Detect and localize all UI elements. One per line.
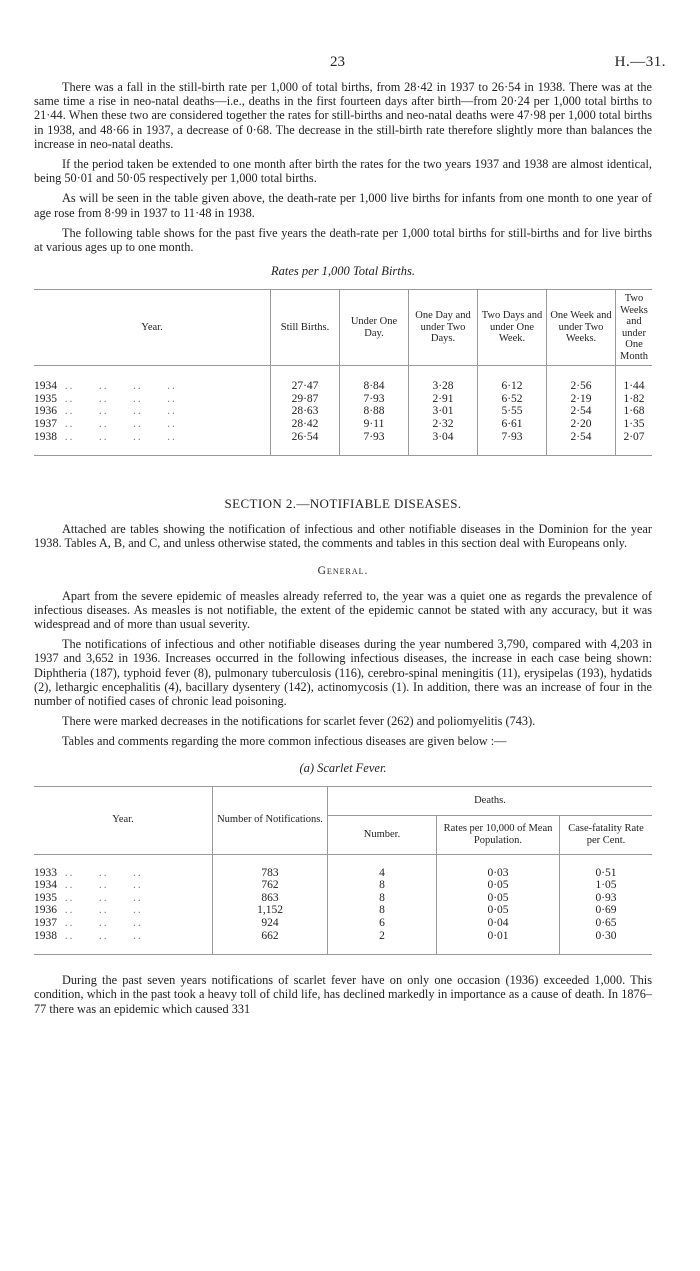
value-cell: 8·88 [340,405,409,418]
value-cell: 6·52 [478,393,547,406]
year-cell: 1934 [34,380,57,393]
value-cell: 8 [328,892,437,905]
column-header: Deaths. [328,786,653,815]
column-header: One Week and under Two Weeks. [547,290,616,366]
value-cell: 27·47 [271,380,340,393]
value-cell: 28·63 [271,405,340,418]
value-cell: 0·65 [560,917,653,930]
column-header: Number. [328,815,437,854]
value-cell: 4 [328,867,437,880]
table-row: 1934 .. .. .. 762 8 0·05 1·05 [34,879,652,892]
page-number: 23 [330,54,345,70]
page-header [34,44,666,72]
year-cell: 1934 [34,879,57,892]
column-header: Year. [112,814,134,826]
paragraph: The notifications of infectious and other notifiable diseases during the year numbered 3,790, compared with 4,203 in 1937 and 3,652 in 1936. Increases occurred in the following infectious diseases, the increase in each case being shown: Diphtheria (187), typhoid fever (8), pulmonary tuberculosis (116), cerebro-spinal meningitis (11), erysipelas (193), hydatids (2), lethargic encephalitis (4), bacillary dysentery (142), actinomycosis (1). In addition, there was an increase of four in the number of notified cases of chronic lead poisoning. [34,637,652,709]
value-cell: 2·07 [616,431,653,444]
table-caption: (a) Scarlet Fever. [299,760,387,775]
paragraph: Tables and comments regarding the more common infectious diseases are given below :— [62,734,507,749]
year-cell: 1936 [34,904,57,917]
paragraph: Attached are tables showing the notification of infectious and other notifiable diseases in the Dominion for the year 1938. Tables A, B, and C, and unless otherwise stated, the comments and tables in this section deal with Europeans only. [34,522,652,551]
value-cell: 2 [328,930,437,943]
value-cell: 28·42 [271,418,340,431]
value-cell: 7·93 [340,393,409,406]
section-title: SECTION 2.—NOTIFIABLE DISEASES. [224,496,462,512]
value-cell: 29·87 [271,393,340,406]
scarlet-fever-table [34,786,652,956]
column-header: Two Days and under One Week. [478,290,547,366]
value-cell: 1·44 [616,380,653,393]
value-cell: 2·32 [409,418,478,431]
value-cell: 0·69 [560,904,653,917]
subheading: General. [317,564,369,577]
table-row: 1934 .. .. .. .. 27·47 8·84 3·28 6·12 2·56 1·44 [34,380,652,393]
paragraph: If the period taken be extended to one month after birth the rates for the two years 1937 and 1938 are almost identical, being 50·01 and 50·05 respectively per 1,000 total births. [34,157,652,186]
column-header: Rates per 10,000 of Mean Population. [437,815,560,854]
column-header: One Day and under Two Days. [409,290,478,366]
year-cell: 1933 [34,866,57,879]
column-header: Year. [141,321,163,333]
value-cell: 7·93 [478,431,547,444]
value-cell: 662 [213,930,328,943]
value-cell: 0·01 [437,930,560,943]
column-header: Case-fatality Rate per Cent. [560,815,653,854]
value-cell: 0·03 [437,867,560,880]
table-row: 1936 .. .. .. .. 28·63 8·88 3·01 5·55 2·54 1·68 [34,405,652,418]
year-cell: 1936 [34,405,57,418]
value-cell: 1·68 [616,405,653,418]
value-cell: 0·05 [437,892,560,905]
value-cell: 5·55 [478,405,547,418]
value-cell: 0·93 [560,892,653,905]
value-cell: 762 [213,879,328,892]
table-caption: Rates per 1,000 Total Births. [271,264,415,279]
year-cell: 1935 [34,891,57,904]
table-row: 1933 .. .. .. 783 4 0·03 0·51 [34,867,652,880]
table-row: 1937 .. .. .. 924 6 0·04 0·65 [34,917,652,930]
value-cell: 2·19 [547,393,616,406]
table-row: 1938 .. .. .. .. 26·54 7·93 3·04 7·93 2·54 2·07 [34,431,652,444]
value-cell: 2·20 [547,418,616,431]
paragraph: There were marked decreases in the notifications for scarlet fever (262) and poliomyelitis (743). [62,714,536,729]
value-cell: 3·04 [409,431,478,444]
value-cell: 2·91 [409,393,478,406]
column-header: Under One Day. [340,290,409,366]
table-row: 1937 .. .. .. .. 28·42 9·11 2·32 6·61 2·20 1·35 [34,418,652,431]
value-cell: 8 [328,904,437,917]
value-cell: 26·54 [271,431,340,444]
year-cell: 1937 [34,418,57,431]
value-cell: 6·61 [478,418,547,431]
value-cell: 6 [328,917,437,930]
column-header: Still Births. [271,290,340,366]
year-cell: 1935 [34,392,57,405]
paragraph: There was a fall in the still-birth rate per 1,000 of total births, from 28·42 in 1937 to 26·54 in 1938. There was at the same time a rise in neo-natal deaths—i.e., deaths in the first fourteen days after birth—from 20·24 per 1,000 total births to 21·44. When these two are considered together the rates for still-births and neo-natal deaths were 47·98 per 1,000 total births in 1938, and 48·66 in 1937, a decrease of 0·68. The decrease in the still-birth rate therefore slightly more than balances the increase in neo-natal deaths. [34,80,652,151]
value-cell: 1·35 [616,418,653,431]
paragraph: Apart from the severe epidemic of measles already referred to, the year was a quiet one as regards the prevalence of infectious diseases. As measles is not notifiable, the extent of the epidemic cannot be stated with any accuracy, but it was widespread and of more than usual severity. [34,588,652,632]
document-reference: H.—31. [614,54,666,70]
value-cell: 6·12 [478,380,547,393]
table-header-row [34,290,652,366]
column-header: Two Weeks and under One Month [616,290,653,366]
value-cell: 7·93 [340,431,409,444]
births-rate-table [34,289,652,456]
paragraph: As will be seen in the table given above, the death-rate per 1,000 live births for infants from one month to one year of age rose from 8·99 in 1937 to 11·48 in 1938. [34,191,652,220]
table-row: 1935 .. .. .. .. 29·87 7·93 2·91 6·52 2·19 1·82 [34,393,652,406]
year-cell: 1938 [34,929,57,942]
value-cell: 924 [213,917,328,930]
value-cell: 3·28 [409,380,478,393]
value-cell: 0·05 [437,879,560,892]
value-cell: 3·01 [409,405,478,418]
value-cell: 2·56 [547,380,616,393]
value-cell: 783 [213,867,328,880]
value-cell: 0·04 [437,917,560,930]
value-cell: 0·51 [560,867,653,880]
table-row: 1936 .. .. .. 1,152 8 0·05 0·69 [34,904,652,917]
value-cell: 1,152 [213,904,328,917]
value-cell: 0·30 [560,930,653,943]
year-cell: 1937 [34,917,57,930]
value-cell: 2·54 [547,405,616,418]
value-cell: 0·05 [437,904,560,917]
value-cell: 863 [213,892,328,905]
value-cell: 8·84 [340,380,409,393]
paragraph: During the past seven years notifications of scarlet fever have on only one occasion (1936) exceeded 1,000. This condition, which in the past took a heavy toll of child life, has declined markedly in importance as a cause of death. In 1876–77 there was an epidemic which caused 331 [34,973,652,1016]
table-row: 1935 .. .. .. 863 8 0·05 0·93 [34,892,652,905]
paragraph: The following table shows for the past five years the death-rate per 1,000 total births for still-births and for live births at various ages up to one month. [34,225,652,255]
document-page [34,44,666,1016]
table-row: 1938 .. .. .. 662 2 0·01 0·30 [34,930,652,943]
value-cell: 9·11 [340,418,409,431]
year-cell: 1938 [34,430,57,443]
value-cell: 2·54 [547,431,616,444]
value-cell: 1·05 [560,879,653,892]
value-cell: 1·82 [616,393,653,406]
value-cell: 8 [328,879,437,892]
column-header: Number of Notifications. [213,786,328,854]
